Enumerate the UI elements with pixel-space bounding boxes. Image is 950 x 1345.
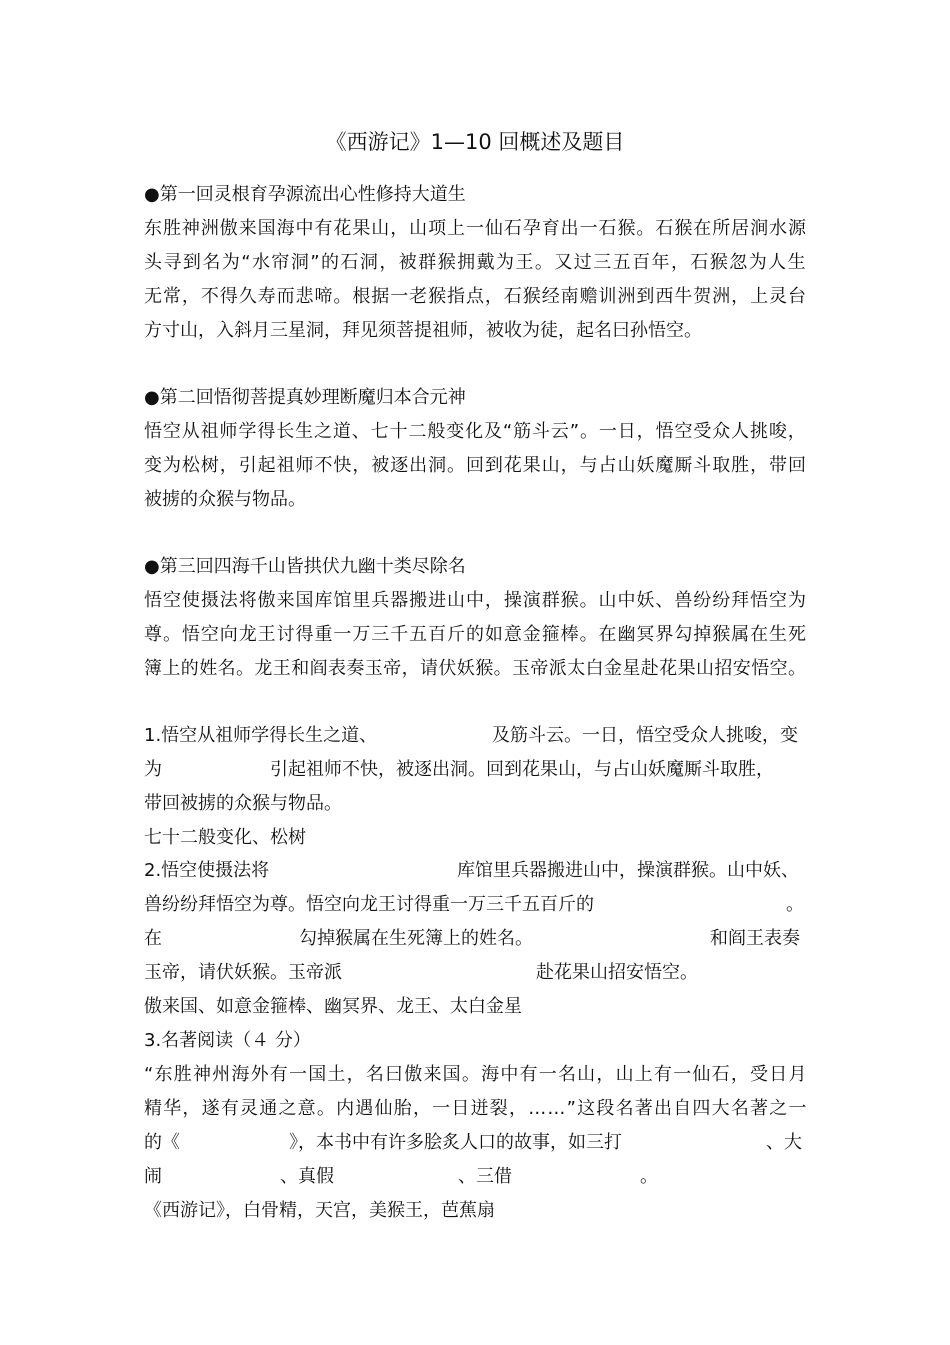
chapter-1-paragraph-line: 方寸山，入斜月三星洞，拜见须菩提祖师，被收为徒，起名曰孙悟空。 xyxy=(144,320,702,341)
chapter-3-paragraph-line: 簿上的姓名。龙王和阎表奏玉帝，请伏妖猴。玉帝派太白金星赴花果山招安悟空。 xyxy=(144,658,807,679)
question-1-text: 引起祖师不快，被逐出洞。回到花果山，与占山妖魔厮斗取胜， xyxy=(270,759,774,780)
page-title: 《西游记》1—10 回概述及题目 xyxy=(325,130,625,154)
question-3-text: 、三借 xyxy=(458,1166,512,1187)
question-2-text: 2.悟空使摄法将 xyxy=(144,860,270,881)
question-3-text: 闹 xyxy=(144,1166,162,1187)
question-2-text: 玉帝，请伏妖猴。玉帝派 xyxy=(144,962,342,983)
question-2-text: 。 xyxy=(786,894,804,915)
chapter-1-paragraph-line: 头寻到名为“水帘洞”的石洞，被群猴拥戴为王。又过三五百年，石猴忽为人生 xyxy=(144,252,808,273)
question-2-text: 兽纷纷拜悟空为尊。悟空向龙王讨得重一万三千五百斤的 xyxy=(144,894,594,915)
chapter-3-paragraph-line: 悟空使摄法将傲来国库馆里兵器搬进山中，操演群猴。山中妖、兽纷纷拜悟空为 xyxy=(144,590,807,611)
question-2-text: 勾掉猴属在生死簿上的姓名。 xyxy=(299,928,533,949)
chapter-2-heading: ●第二回悟彻菩提真妙理断魔归本合元神 xyxy=(144,387,466,408)
question-3-text: 精华，遂有灵通之意。内遇仙胎，一日迸裂，……”这段名著出自四大名著之一 xyxy=(144,1098,808,1119)
chapter-2-paragraph-line: 被掳的众猴与物品。 xyxy=(144,489,306,510)
question-1-answer: 七十二般变化、松树 xyxy=(144,827,306,848)
chapter-2-paragraph-line: 变为松树，引起祖师不快，被逐出洞。回到花果山，与占山妖魔厮斗取胜，带回 xyxy=(144,455,807,476)
question-1-text: 1.悟空从祖师学得长生之道、 xyxy=(144,725,378,746)
question-3-text: “东胜神州海外有一国土，名曰傲来国。海中有一名山，山上有一仙石，受日月 xyxy=(144,1064,808,1085)
question-2-text: 和阎王表奏 xyxy=(710,928,800,949)
chapter-1-heading: ●第一回灵根育孕源流出心性修持大道生 xyxy=(144,184,466,205)
question-3-text: 。 xyxy=(640,1166,658,1187)
question-1-text: 及筋斗云。一日，悟空受众人挑唆，变 xyxy=(492,725,798,746)
chapter-1-paragraph-line: 东胜神洲傲来国海中有花果山，山项上一仙石孕育出一石猴。石猴在所居涧水源 xyxy=(144,218,807,239)
chapter-2-paragraph-line: 悟空从祖师学得长生之道、七十二般变化及“筋斗云”。一日，悟空受众人挑唆， xyxy=(144,421,807,442)
question-3-text: 、大 xyxy=(766,1132,802,1153)
question-1-text: 为 xyxy=(144,759,162,780)
question-3-text: 》，本书中有许多脍炙人口的故事，如三打 xyxy=(289,1132,622,1153)
question-2-text: 库馆里兵器搬进山中，操演群猴。山中妖、 xyxy=(457,860,799,881)
question-3-heading: 3.名著阅读（４ 分） xyxy=(144,1030,311,1051)
chapter-3-heading: ●第三回四海千山皆拱伏九幽十类尽除名 xyxy=(144,556,466,577)
chapter-3-paragraph-line: 尊。悟空向龙王讨得重一万三千五百斤的如意金箍棒。在幽冥界勾掉猴属在生死 xyxy=(144,624,807,645)
question-2-text: 赴花果山招安悟空。 xyxy=(536,962,698,983)
question-2-answer: 傲来国、如意金箍棒、幽冥界、龙王、太白金星 xyxy=(144,996,522,1017)
question-3-text: 、真假 xyxy=(280,1166,334,1187)
question-1-text: 带回被掳的众猴与物品。 xyxy=(144,793,342,814)
question-2-text: 在 xyxy=(144,928,162,949)
question-3-answer: 《西游记》，白骨精，天宫，美猴王，芭蕉扇 xyxy=(144,1200,495,1221)
chapter-1-paragraph-line: 无常，不得久寿而悲啼。根据一老猴指点，石猴经南赡训洲到西牛贺洲，上灵台 xyxy=(144,286,807,307)
question-3-text: 的《 xyxy=(144,1132,180,1153)
